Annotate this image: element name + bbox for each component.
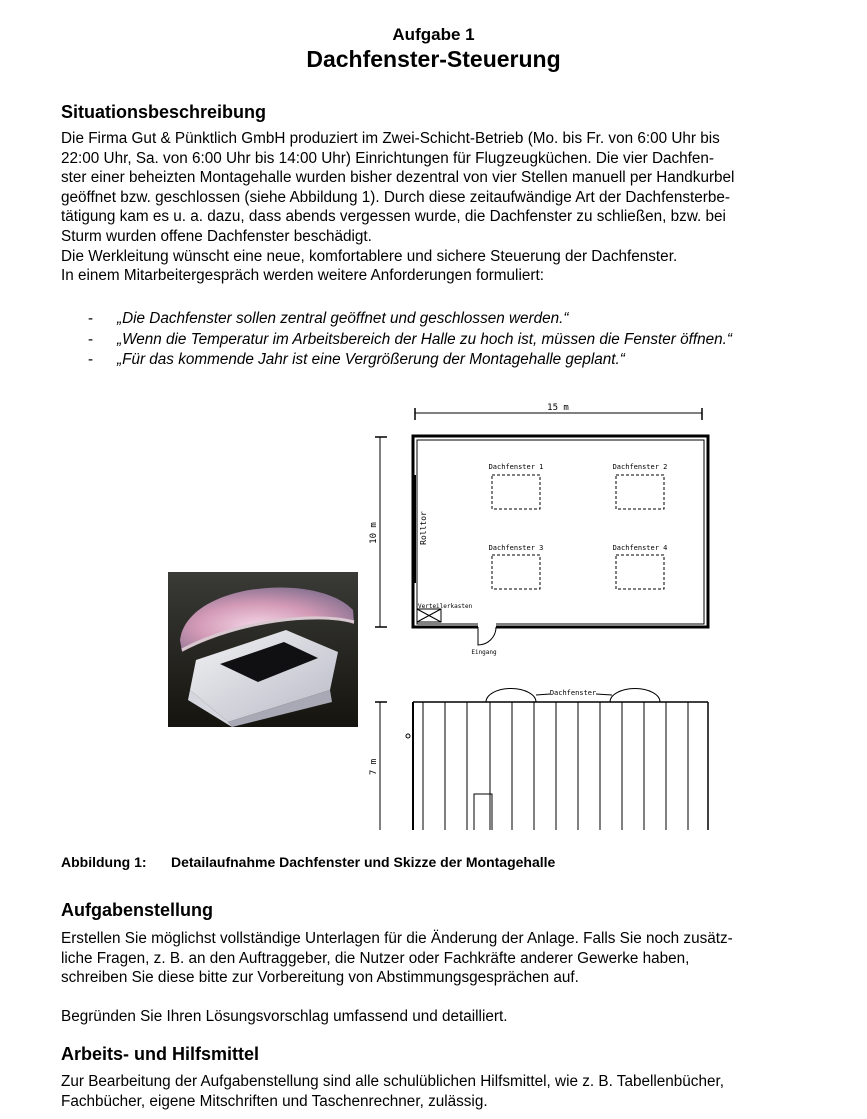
requirement-item (88, 350, 732, 371)
task-number: Aufgabe 1 (392, 25, 475, 44)
tools-heading: Arbeits- und Hilfsmittel (61, 1044, 260, 1064)
figure-caption (61, 854, 555, 870)
situation-heading: Situationsbeschreibung (61, 102, 267, 122)
situation-line: 22:00 Uhr, Sa. von 6:00 Uhr bis 14:00 Uhr) Einrichtungen für Flugzeugküchen. Die vier Dachfen- (61, 149, 715, 167)
caption-label: Abbildung 1: (61, 854, 147, 870)
situation-line: In einem Mitarbeitergespräch werden weitere Anforderungen formuliert: (61, 267, 544, 285)
requirement-text: „Die Dachfenster sollen zentral geöffnet und geschlossen werden.“ (117, 310, 569, 327)
task-line: Erstellen Sie möglichst vollständige Unterlagen für die Änderung der Anlage. Falls Sie noch zusätz- (61, 930, 733, 947)
panel-label: Verteilerkasten (418, 603, 473, 610)
width-label: 15 m (547, 403, 569, 413)
task-note-line: Begründen Sie Ihren Lösungsvorschlag umfassend und detailliert. (61, 1008, 508, 1025)
situation-line: tätigung kam es u. a. dazu, dass abends vergessen wurde, die Dachfenster zu schließen, bzw. bei (61, 208, 726, 226)
situation-line: ster einer beheizten Montagehalle wurden bisher dezentral von vier Stellen manuell per Handkurbel (61, 169, 735, 187)
caption-text: Detailaufnahme Dachfenster und Skizze der Montagehalle (171, 854, 556, 870)
task-heading: Aufgabenstellung (61, 900, 213, 920)
width-dimension (415, 403, 702, 420)
task-note (61, 1007, 831, 1027)
elevation-window-label: Dachfenster (549, 689, 597, 697)
depth-label: 10 m (369, 522, 379, 544)
tools-line: Fachbücher, eigene Mitschriften und Taschenrechner, zulässig. (61, 1092, 488, 1110)
door-label: Rolltor (419, 511, 428, 545)
situation-line: Die Werkleitung wünscht eine neue, komfortablere und sichere Steuerung der Dachfenster. (61, 247, 678, 265)
requirements-list (88, 309, 732, 371)
skylight-photo (168, 572, 358, 727)
window-label: Dachfenster 2 (612, 463, 668, 471)
entrance-label: Eingang (471, 649, 497, 656)
hall-sketch (360, 395, 730, 835)
page-title: Dachfenster-Steuerung (306, 46, 561, 72)
bullet-dash: - (88, 310, 94, 327)
situation-line: Die Firma Gut & Pünktlich GmbH produziert im Zwei-Schicht-Betrieb (Mo. bis Fr. von 6:00 Uhr bis (61, 130, 720, 147)
requirement-item (88, 309, 732, 330)
situation-paragraph (61, 129, 831, 286)
depth-dimension (369, 437, 387, 627)
tools-line: Zur Bearbeitung der Aufgabenstellung sind alle schulüblichen Hilfsmittel, wie z. B. Tabellenbücher, (61, 1073, 724, 1090)
requirement-item (88, 330, 732, 351)
bullet-dash: - (88, 330, 94, 348)
height-label: 7 m (369, 758, 379, 776)
tools-paragraph (61, 1072, 831, 1111)
hall-elevation (375, 688, 708, 830)
requirement-text: „Wenn die Temperatur im Arbeitsbereich der Halle zu hoch ist, müssen die Fenster öffnen.“ (117, 330, 732, 348)
task-paragraph (61, 929, 831, 988)
window-label: Dachfenster 4 (612, 544, 668, 552)
situation-line: geöffnet bzw. geschlossen (siehe Abbildung 1). Durch diese zeitaufwändige Art der Dachfensterbe- (61, 188, 730, 206)
task-line: schreiben Sie diese bitte zur Vorbereitung von Abstimmungsgesprächen auf. (61, 969, 579, 987)
window-label: Dachfenster 3 (488, 544, 544, 552)
situation-line: Sturm wurden offene Dachfenster beschädigt. (61, 227, 372, 245)
task-line: liche Fragen, z. B. an den Auftraggeber, die Nutzer oder Fachkräfte anderer Gewerke haben, (61, 949, 690, 967)
requirement-text: „Für das kommende Jahr ist eine Vergrößerung der Montagehalle geplant.“ (117, 351, 625, 368)
window-label: Dachfenster 1 (488, 463, 544, 471)
bullet-dash: - (88, 351, 94, 368)
